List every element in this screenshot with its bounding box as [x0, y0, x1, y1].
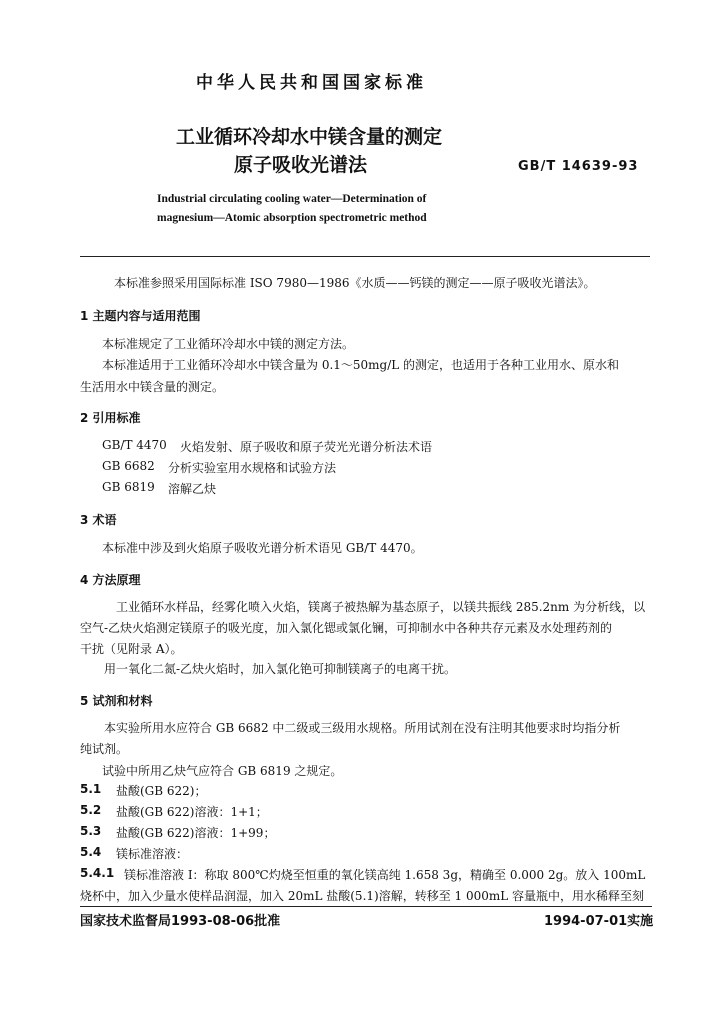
reference-code: GB 6819	[102, 480, 155, 494]
section-1-paragraph-1: 本标准规定了工业循环冷却水中镁的测定方法。	[102, 337, 355, 351]
country-standard-title: 中华人民共和国国家标准	[196, 73, 427, 93]
standard-number: GB/T 14639-93	[518, 159, 639, 174]
section-4-paragraph-1-line1: 工业循环水样品，经雾化喷入火焰，镁离子被热解为基态原子，以镁共振线 285.2nm 为分析线，以	[116, 600, 646, 614]
reference-title: 分析实验室用水规格和试验方法	[168, 461, 337, 475]
footer-divider	[80, 906, 652, 907]
approval-date: 国家技术监督局1993-08-06批准	[80, 914, 281, 929]
section-1-heading: 1 主题内容与适用范围	[80, 309, 201, 323]
section-4-heading: 4 方法原理	[80, 573, 141, 587]
section-3-heading: 3 术语	[80, 513, 117, 527]
clause-number: 5.4.1	[80, 866, 115, 880]
reference-code: GB/T 4470	[102, 438, 167, 452]
english-title-line2: magnesium—Atomic absorption spectrometric method	[157, 212, 427, 224]
clause-number: 5.3	[80, 824, 102, 838]
section-4-paragraph-1-line2: 空气-乙炔火焰测定镁原子的吸光度，加入氯化锶或氯化镧，可抑制水中各种共存元素及水处理药剂的	[80, 621, 613, 635]
document-title-line1: 工业循环冷却水中镁含量的测定	[176, 126, 443, 148]
header-divider	[80, 256, 650, 257]
section-4-paragraph-1-line3: 干扰（见附录 A）。	[80, 642, 183, 656]
section-5-heading: 5 试剂和材料	[80, 694, 153, 708]
clause-number: 5.1	[80, 782, 102, 796]
section-5-paragraph-1-line2: 纯试剂。	[80, 742, 129, 756]
document-title-line2: 原子吸收光谱法	[234, 154, 368, 176]
english-title-line1: Industrial circulating cooling water—Determination of	[157, 193, 427, 205]
clause-5-4-1-line1: 镁标准溶液 Ⅰ：称取 800℃灼烧至恒重的氧化镁高纯 1.658 3g，精确至 0.000 2g。放入 100mL	[124, 868, 646, 882]
section-1-paragraph-2-line2: 生活用水中镁含量的测定。	[80, 380, 225, 394]
section-5-paragraph-1-line1: 本实验所用水应符合 GB 6682 中二级或三级用水规格。所用试剂在没有注明其他要求时均指分析	[104, 721, 621, 735]
section-2-heading: 2 引用标准	[80, 411, 141, 425]
implementation-date: 1994-07-01实施	[544, 914, 654, 929]
section-3-paragraph: 本标准中涉及到火焰原子吸收光谱分析术语见 GB/T 4470。	[102, 541, 423, 555]
reference-title: 火焰发射、原子吸收和原子荧光光谱分析法术语	[180, 440, 433, 454]
clause-number: 5.4	[80, 845, 102, 859]
clause-5-4-1-line2: 烧杯中，加入少量水使样品润湿，加入 20mL 盐酸(5.1)溶解，转移至 1 000mL 容量瓶中，用水稀释至刻	[80, 889, 645, 903]
clause-number: 5.2	[80, 803, 102, 817]
intro-paragraph: 本标准参照采用国际标准 ISO 7980—1986《水质——钙镁的测定——原子吸收光谱法》。	[114, 276, 596, 290]
clause-text: 盐酸(GB 622)溶液：1+1；	[116, 805, 268, 819]
reference-code: GB 6682	[102, 459, 155, 473]
clause-text: 盐酸(GB 622)；	[116, 784, 207, 798]
reference-title: 溶解乙炔	[168, 482, 217, 496]
section-5-paragraph-2: 试验中所用乙炔气应符合 GB 6819 之规定。	[102, 764, 343, 778]
clause-text: 盐酸(GB 622)溶液：1+99；	[116, 826, 276, 840]
section-1-paragraph-2-line1: 本标准适用于工业循环冷却水中镁含量为 0.1～50mg/L 的测定，也适用于各种工业用水、原水和	[102, 358, 620, 372]
section-4-paragraph-2: 用一氧化二氮-乙炔火焰时，加入氯化铯可抑制镁离子的电离干扰。	[104, 662, 457, 676]
clause-text: 镁标准溶液：	[116, 847, 189, 861]
